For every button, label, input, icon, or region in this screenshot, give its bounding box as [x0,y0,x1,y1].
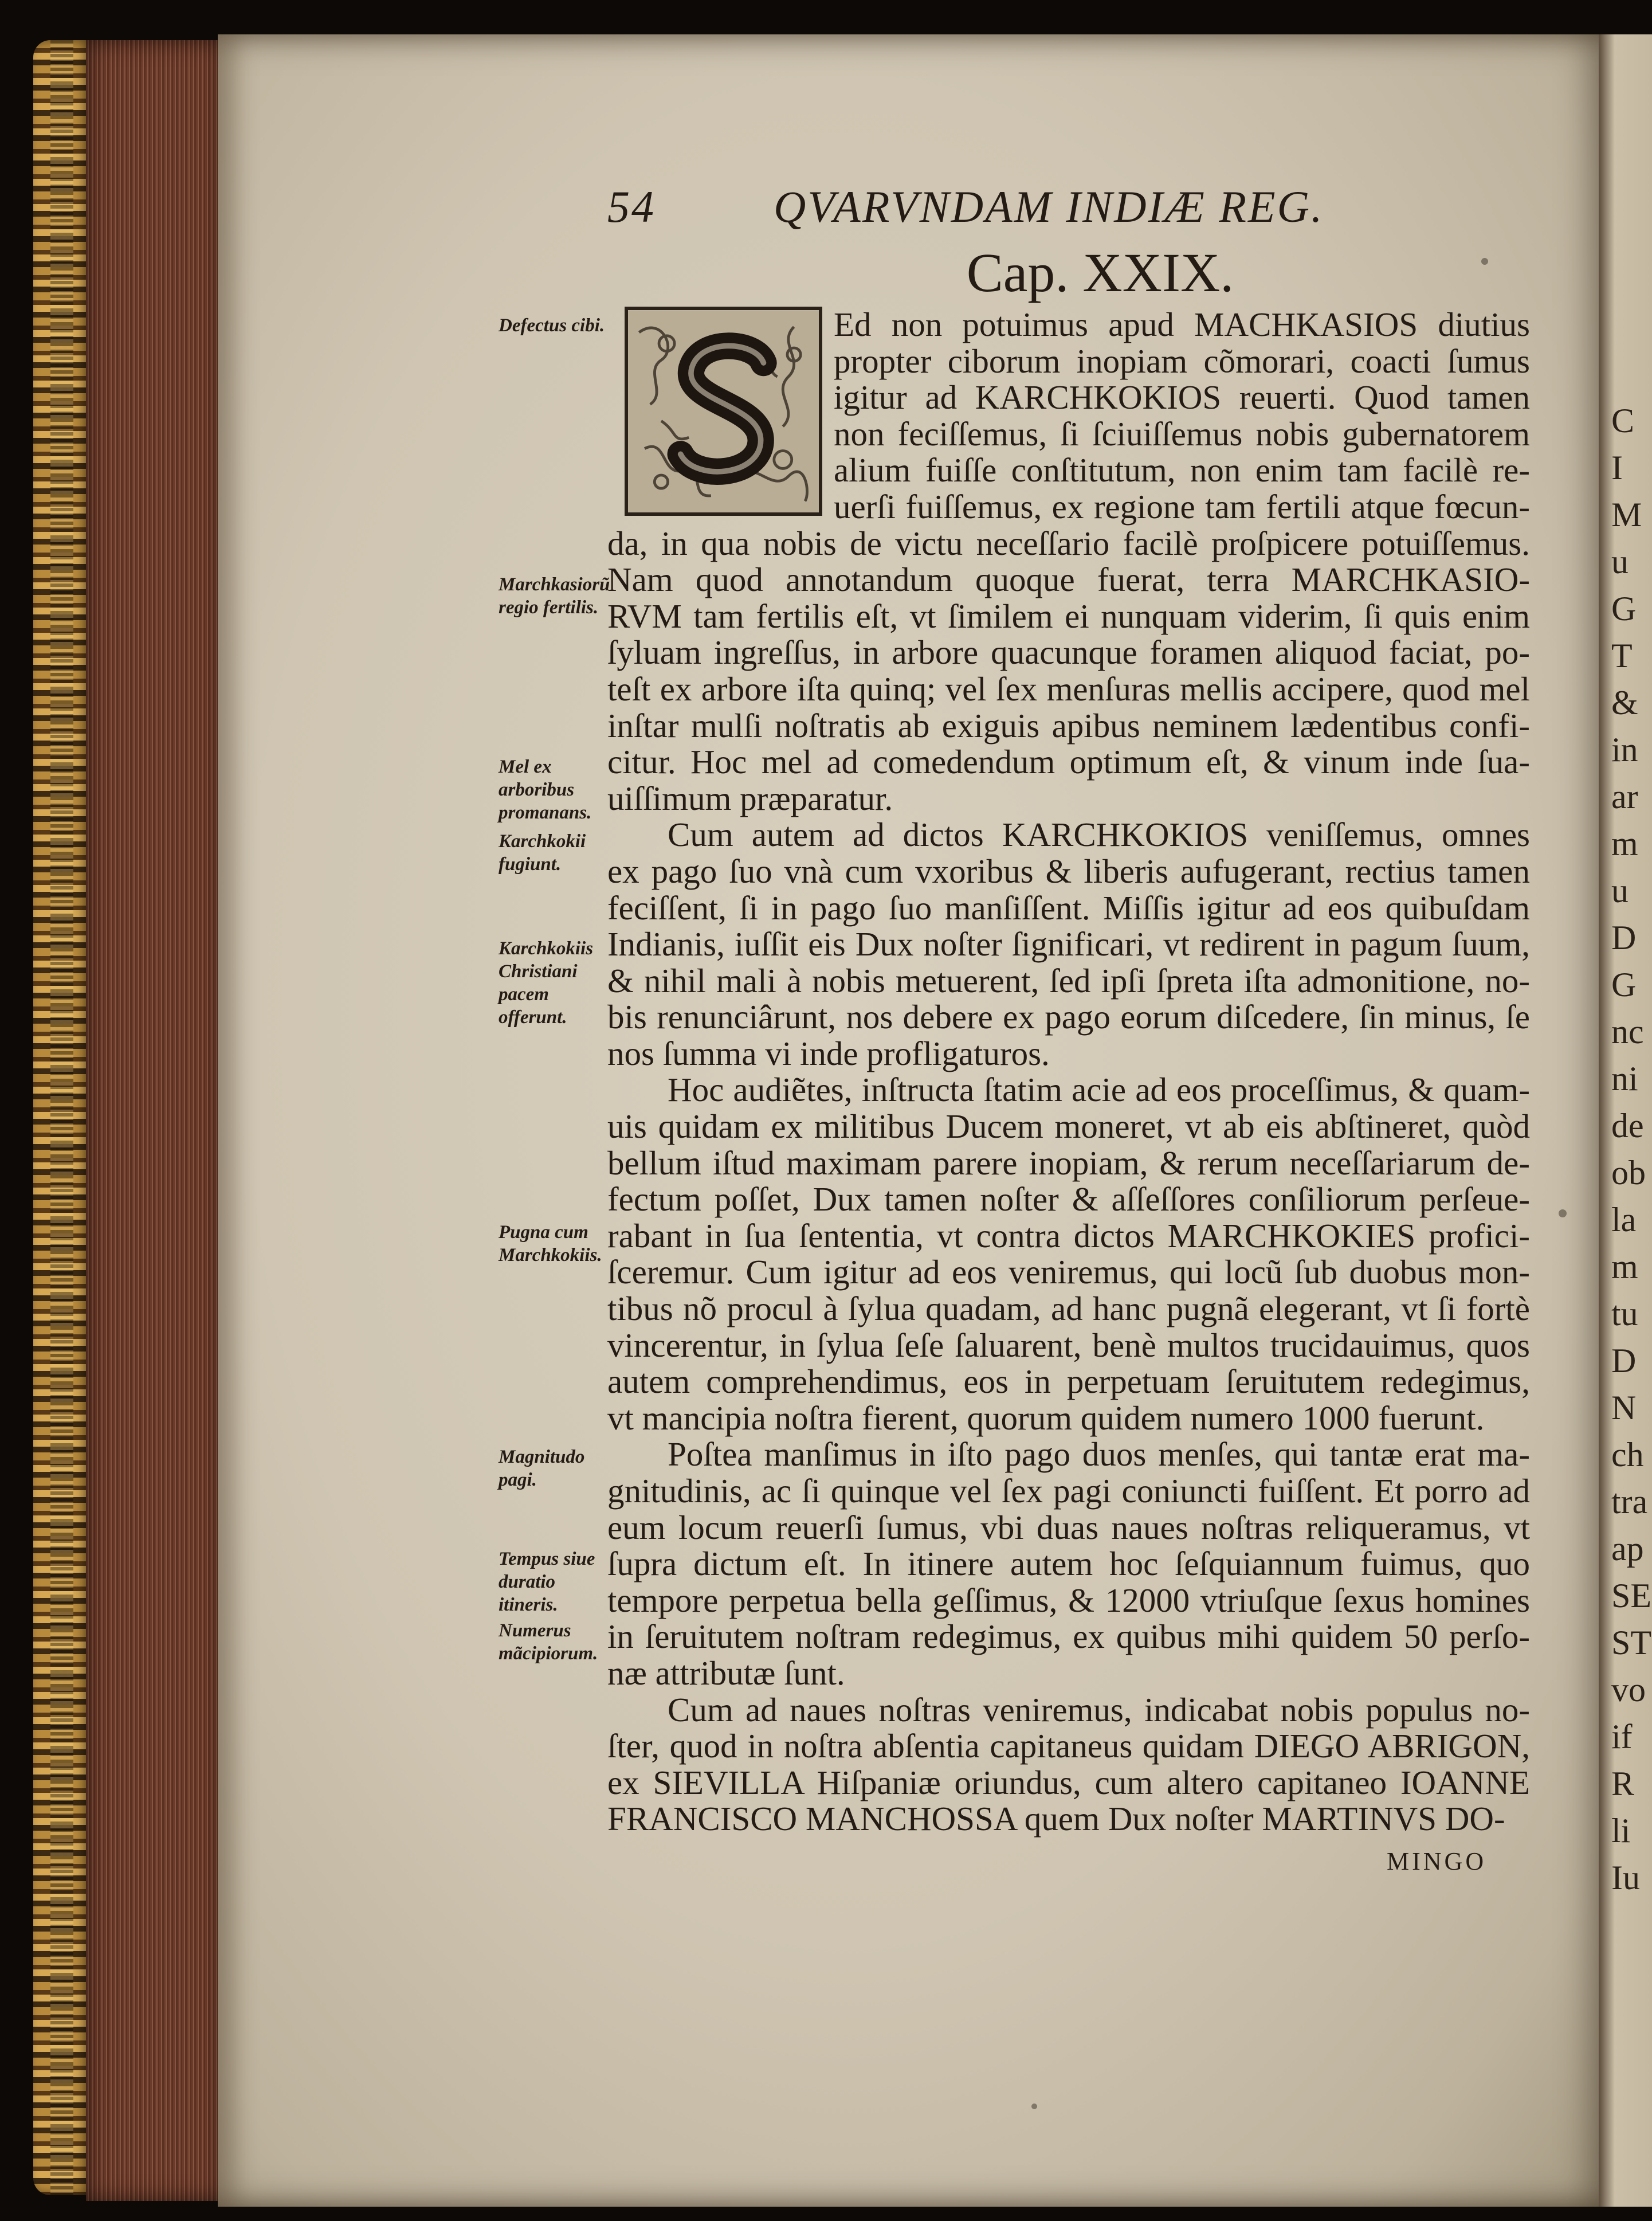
page-block-edge [86,40,223,2201]
facing-page-fragment: ob [1611,1154,1646,1192]
margin-note: Marchkasiorũ regio fertilis. [499,574,610,618]
facing-page-fragment: SE [1611,1577,1652,1615]
margin-note: Pugna cum Marchkokiis. [499,1222,602,1266]
chapter-title: Cap. XXIX. [966,242,1234,303]
text-line: alium fuiſſe conſtitutum, non enim tam facilè re- [834,451,1530,489]
facing-page-fragment: D [1611,919,1637,957]
ink-spot [1031,2104,1037,2109]
text-line: ſter, quod in noſtra abſentia capitaneus quidam DIEGO ABRIGON, [607,1727,1530,1765]
text-line: Nam quod annotandum quoque fuerat, terra MARCHKASIO- [607,561,1530,599]
margin-note: Tempus siue duratio itineris. [499,1549,595,1615]
facing-page-fragment: ap [1611,1530,1644,1568]
main-text [607,307,1530,1838]
text-line: uiſſimum præparatur. [607,779,893,817]
margin-note: Mel ex arboribus promanans. [499,757,592,823]
margin-note: Karchkokiis Christiani pacem offerunt. [499,938,594,1028]
initial-s-ornament-icon [628,310,819,512]
text-line: feciſſent, ſi in pago ſuo manſiſſent. Miſſis igitur ad eos quibuſdam [607,888,1530,927]
text-line: vt mancipia noſtra fierent, quorum quidem numero 1000 fuerunt. [607,1399,1485,1437]
facing-page-fragment: tra [1611,1483,1648,1521]
text-line: fectum poſſet, Dux tamen noſter & aſſeſſores conſiliorum perſeue- [607,1180,1530,1219]
facing-page-fragment: T [1611,637,1633,675]
facing-page-fragment: Iu [1611,1859,1640,1897]
facing-page-fragment: if [1611,1718,1633,1756]
text-line: uis quidam ex militibus Ducem moneret, vt ab eis abſtineret, quòd [607,1107,1530,1146]
facing-page-fragment: ni [1611,1060,1638,1098]
facing-page-fragment: C [1611,402,1635,440]
text-line: citur. Hoc mel ad comedendum optimum eſt, & vinum inde ſua- [607,743,1530,781]
gilt-spine [33,40,91,2195]
text-line: in ſeruitutem noſtram redegimus, ex quibus mihi quidem 50 perſo- [607,1617,1530,1656]
text-line: eum locum reuerſi ſumus, vbi duas naues noſtras reliqueramus, vt [607,1508,1530,1546]
text-line: ſupra dictum eſt. In itinere autem hoc ſeſquiannum fuimus, quo [607,1545,1530,1583]
text-line: igitur ad KARCHKOKIOS reuerti. Quod tamen [834,378,1530,417]
facing-page-fragment: de [1611,1107,1644,1145]
facing-page-fragment: li [1611,1812,1631,1850]
text-line: da, in qua nobis de victu neceſſario facilè proſpicere potuiſſemus. [607,524,1530,562]
facing-page-fragment: ar [1611,778,1638,816]
text-line: ſyluam ingreſſus, in arbore quacunque foramen aliquod faciat, po- [607,633,1530,672]
margin-note: Defectus cibi. [499,315,605,336]
running-header [607,181,1507,244]
running-head-title: QVARVNDAM INDIÆ REG. [774,182,1324,232]
text-line: propter ciborum inopiam cõmorari, coacti ſumus [834,342,1530,380]
text-line: non feciſſemus, ſi ſciuiſſemus nobis gubernatorem [834,414,1530,453]
text-line: FRANCISCO MANCHOSSA quem Dux noſter MARTINVS DO- [607,1800,1505,1838]
text-line: tempore perpetua bella geſſimus, & 12000 vtriuſque ſexus homines [607,1581,1530,1619]
text-line: næ attributæ ſunt. [607,1654,845,1692]
text-line: teſt ex arbore iſta quinq; vel ſex menſuras mellis accipere, quod mel [607,669,1530,708]
text-line: gnitudinis, ac ſi quinque vel ſex pagi coniuncti fuiſſent. Et porro ad [607,1472,1530,1510]
facing-page-fragment: m [1611,1248,1638,1286]
text-line: bis renunciârunt, nos debere ex pago eorum diſcedere, ſin minus, ſe [607,998,1530,1036]
text-line: uerſi fuiſſemus, ex regione tam fertili atque fœcun- [834,487,1530,526]
facing-page-fragment: in [1611,731,1638,769]
catchword: MINGO [1387,1847,1487,1875]
facing-page-fragment: M [1611,496,1642,534]
margin-note: Numerus mãcipiorum. [499,1620,598,1664]
text-line: nos ſumma vi inde profligaturos. [607,1034,1050,1072]
text-line: Poſtea manſimus in iſto pago duos menſes, qui tantæ erat ma- [668,1435,1530,1474]
text-line: autem comprehendimus, eos in perpetuam ſeruitutem redegimus, [607,1362,1530,1401]
facing-page-fragment: G [1611,966,1637,1004]
ink-spot [1559,1209,1567,1217]
facing-page-fragment: D [1611,1342,1637,1380]
text-line: Cum ad naues noſtras veniremus, indicabat nobis populus no- [668,1690,1530,1729]
decorated-initial-s [625,307,822,516]
ink-spot [1481,258,1488,265]
text-line: vincerentur, in ſylua ſeſe ſaluarent, benè multos trucidauimus, quos [607,1326,1530,1364]
text-line: tibus nõ procul à ſylua quadam, ad hanc pugnã elegerant, vt ſi fortè [607,1290,1530,1328]
text-line: ex SIEVILLA Hiſpaniæ oriundus, cum altero capitaneo IOANNE [607,1763,1530,1801]
text-line: inſtar mulſi noſtratis ab exiguis apibus neminem lædentibus confi- [607,706,1530,745]
facing-page-fragment: ST [1611,1624,1652,1662]
facing-page-fragment: G [1611,590,1637,628]
facing-page-fragment: I [1611,449,1623,487]
facing-page-fragment: m [1611,825,1638,863]
facing-page-fragment: & [1611,684,1638,722]
facing-page-fragment: N [1611,1389,1637,1427]
text-line: rabant in ſua ſententia, vt contra dictos MARCHKOKIES profici- [607,1216,1530,1255]
text-line: & nihil mali à nobis metuerent, ſed ipſi ſpreta iſta admonitione, no- [607,961,1530,1000]
facing-page-fragment: u [1611,543,1629,581]
text-line: Hoc audiẽtes, inſtructa ſtatim acie ad eos proceſſimus, & quam- [668,1071,1530,1109]
margin-note: Magnitudo pagi. [499,1447,585,1490]
facing-page-fragment: u [1611,872,1629,910]
facing-page-fragment: ch [1611,1436,1644,1474]
facing-page-fragment: tu [1611,1295,1638,1333]
text-line: bellum iſtud maximam parere inopiam, & rerum neceſſariarum de- [607,1143,1530,1182]
text-line: Cum autem ad dictos KARCHKOKIOS veniſſemus, omnes [668,816,1530,854]
margin-note: Karchkokii fugiunt. [499,831,586,875]
text-line: ſceremur. Cum igitur ad eos veniremus, qui locũ ſub duobus mon- [607,1253,1530,1291]
facing-page-fragment: vo [1611,1671,1646,1709]
facing-page-edge [1599,34,1652,2207]
text-line: Indianis, iuſſit eis Dux noſter ſignificari, vt redirent in pagum ſuum, [607,925,1530,963]
text-line: Ed non potuimus apud MACHKASIOS diutius [834,305,1530,343]
text-line: ex pago ſuo vnà cum vxoribus & liberis aufugerant, rectius tamen [607,852,1530,890]
facing-page-fragment: la [1611,1201,1637,1239]
facing-page-fragment: nc [1611,1013,1644,1051]
page-number: 54 [607,182,656,232]
facing-page-fragment: R [1611,1765,1635,1803]
text-line: RVM tam fertilis eſt, vt ſimilem ei nunquam viderim, ſi quis enim [607,597,1530,635]
